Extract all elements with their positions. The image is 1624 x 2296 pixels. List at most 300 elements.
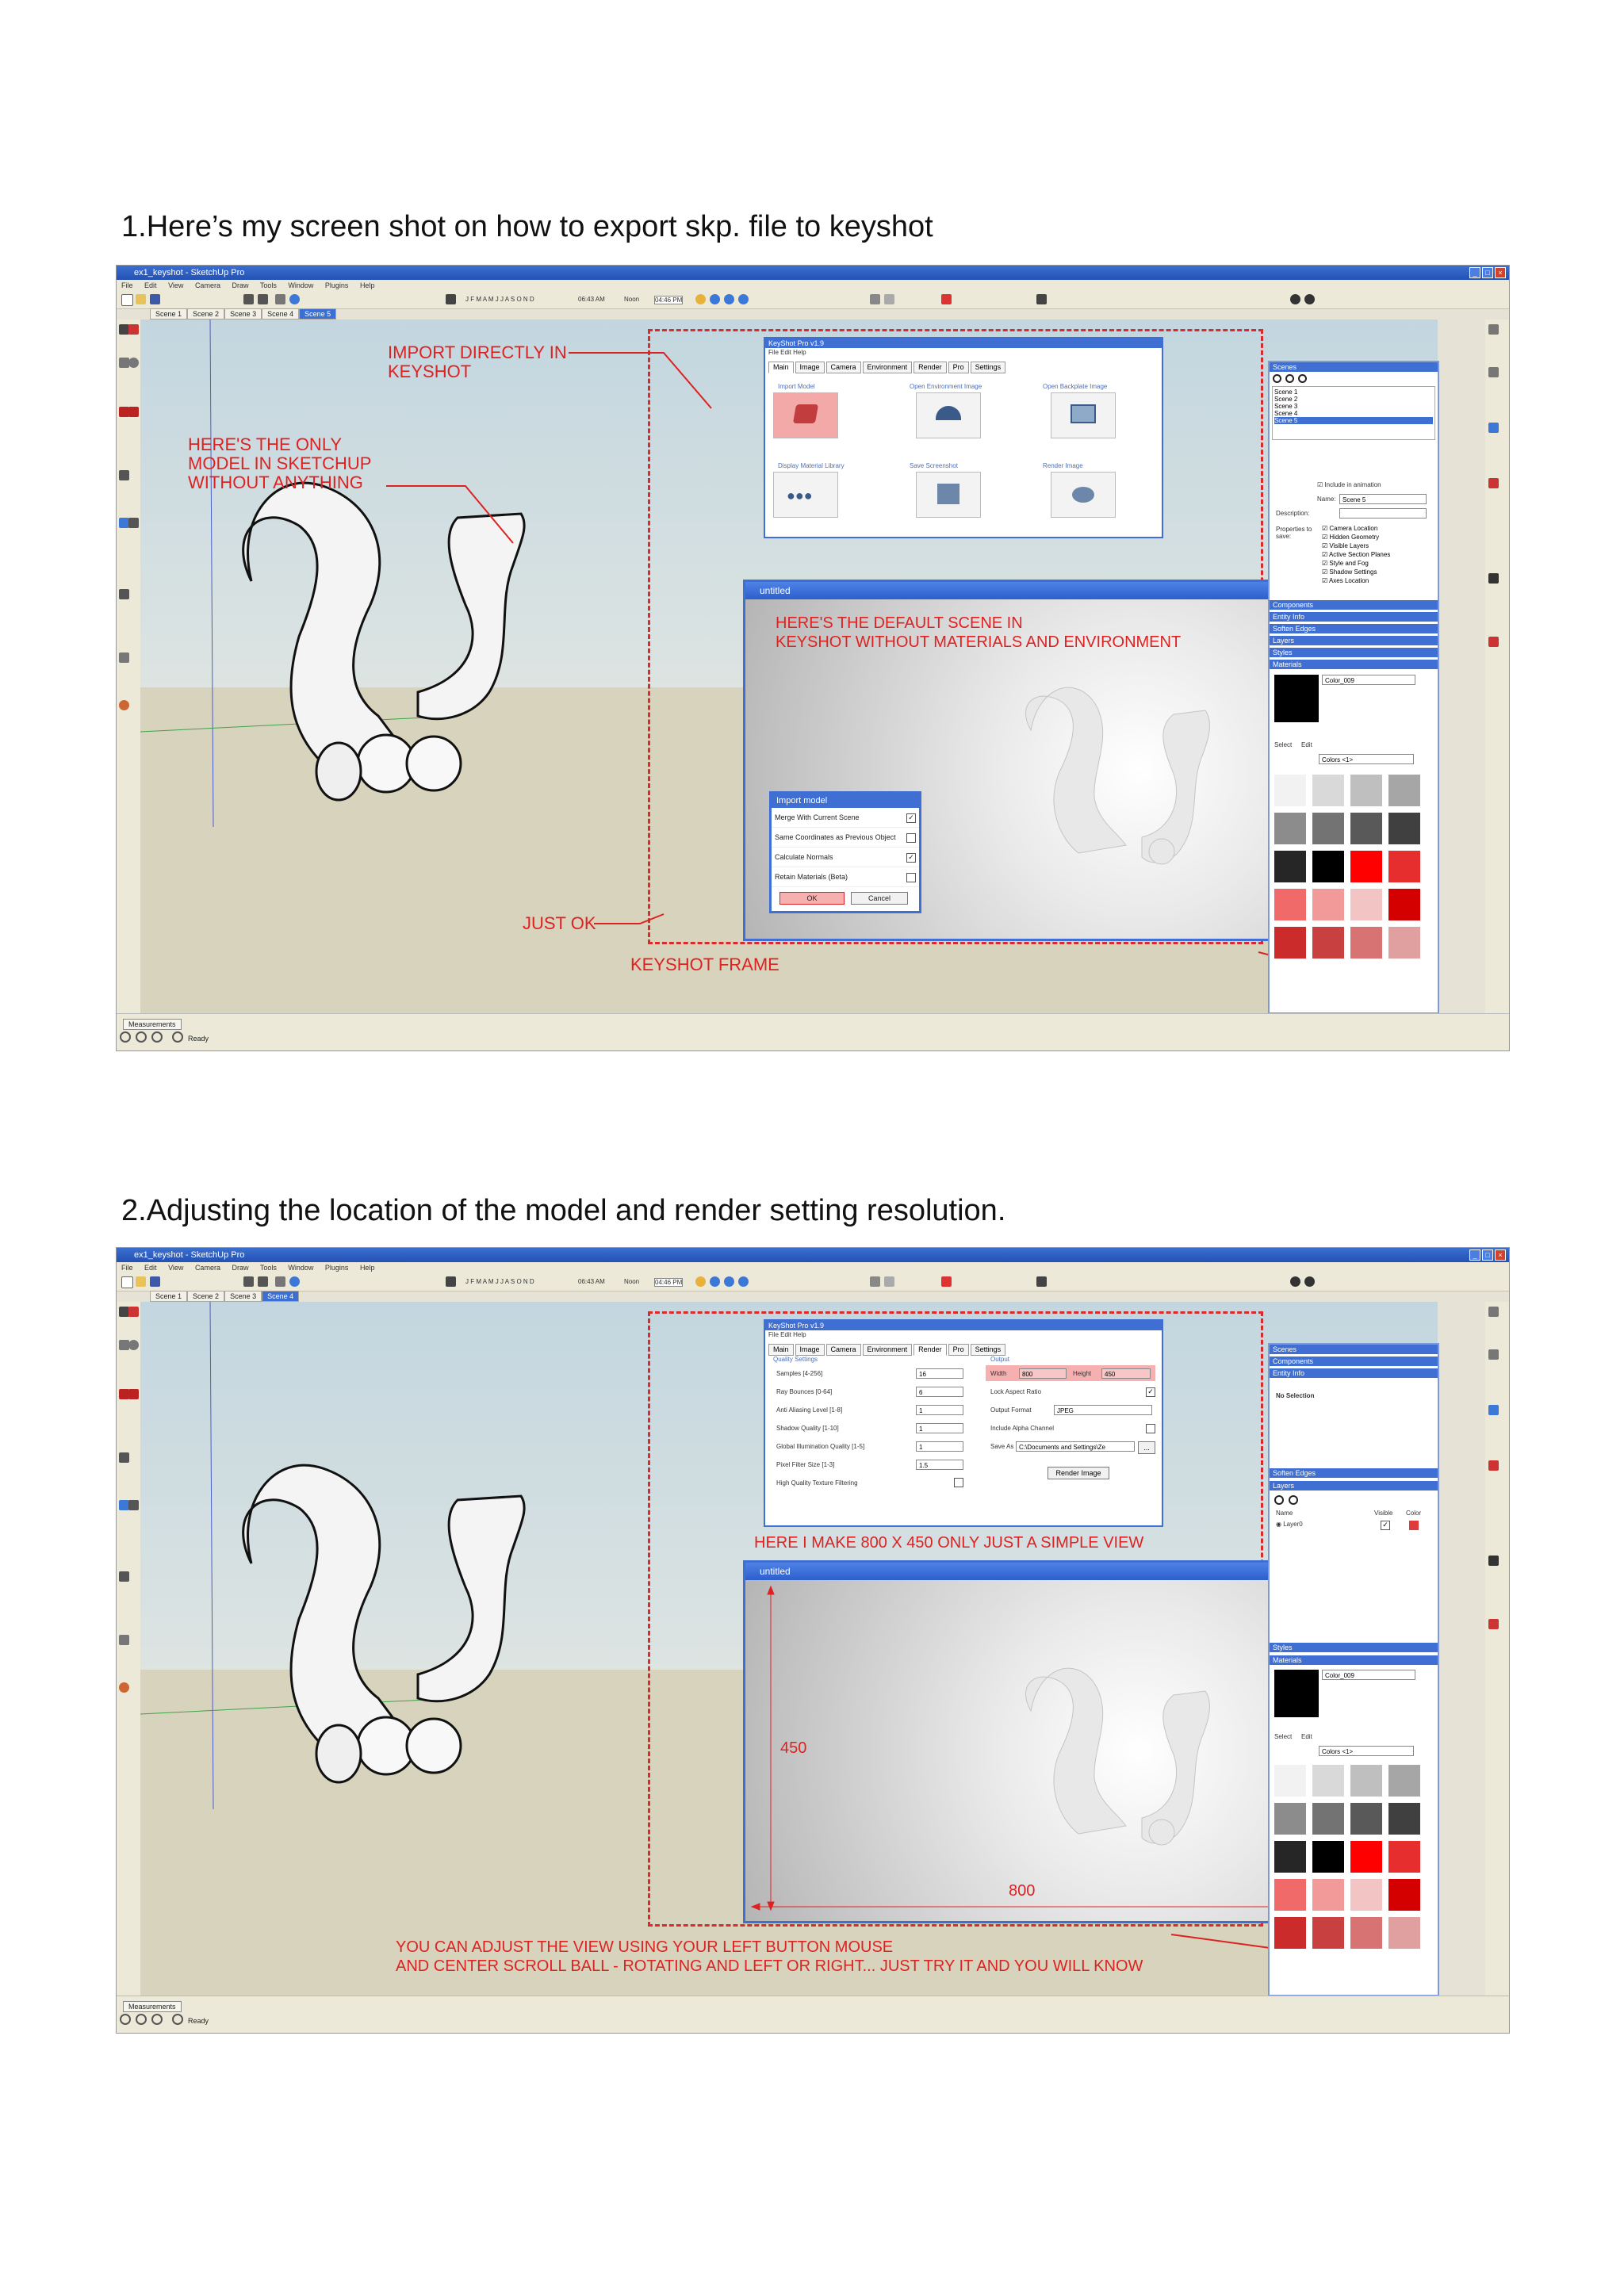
collapsed-panels [1270,600,1438,669]
new-icon[interactable] [121,294,133,306]
color-swatch[interactable] [1312,1803,1344,1835]
tile-label-material-library: Display Material Library [778,462,845,469]
view-right-icon[interactable] [738,1276,749,1287]
menu-help[interactable]: Help [359,1264,375,1272]
annotation-adjust-view: YOU CAN ADJUST THE VIEW USING YOUR LEFT BUTTON MOUSE AND CENTER SCROLL BALL - ROTATING AND LEFT OR RIGHT... JUST TRY IT AND YOU WILL KNOW [396,1938,1143,1975]
wireframe-icon[interactable] [884,294,894,304]
same-coordinates-checkbox[interactable] [906,833,916,843]
ks-tab-environment[interactable]: Environment [863,362,913,373]
text-icon[interactable] [1488,637,1499,647]
shadow-icon[interactable] [446,294,456,304]
menu-plugins[interactable]: Plugins [324,1264,349,1272]
property-checkbox[interactable]: ☑ Shadow Settings [1322,568,1377,576]
status-ready: Ready [188,1035,209,1043]
open-environment-button[interactable] [916,392,981,438]
option-normals-label: Calculate Normals [775,853,833,861]
color-swatch[interactable] [1312,889,1344,920]
shadow-time-right: 04:46 PM [655,1279,683,1286]
color-swatch[interactable] [1274,927,1306,959]
sandbox-icon[interactable] [119,1635,129,1645]
color-swatch[interactable] [1350,927,1382,959]
sandbox-tools-icon[interactable] [1488,324,1499,335]
menu-tools[interactable]: Tools [259,281,277,289]
color-swatch[interactable] [1388,889,1420,920]
measurements-box[interactable]: Measurements [123,2001,182,2012]
rendered-model [745,1580,1320,1921]
materials-select-tab[interactable]: Select [1274,1733,1293,1740]
color-swatch[interactable] [1350,851,1382,882]
shadow-icon[interactable] [446,1276,456,1287]
layers-panel-title[interactable]: Layers [1270,1481,1438,1490]
scene-list-item[interactable]: Scene 2 [1274,396,1298,403]
component-icon[interactable] [119,1682,129,1693]
keyshot-pro-tabs [765,359,1162,373]
color-swatch[interactable] [1388,1765,1420,1797]
open-icon[interactable] [136,1276,146,1287]
include-animation-checkbox[interactable]: ☑ Include in animation [1317,481,1381,488]
merge-scene-checkbox[interactable]: ✓ [906,813,916,823]
scene-name-label: Name: [1317,496,1336,503]
view-iso-icon[interactable] [695,294,706,304]
3d-viewport[interactable] [140,320,1438,1014]
tab-scene-3[interactable]: Scene 3 [224,308,262,320]
material-name-input[interactable]: Color_009 [1322,1670,1415,1680]
color-swatch[interactable] [1350,889,1382,920]
menu-edit[interactable]: Edit [144,281,157,289]
keyshot-pro-title: KeyShot Pro v1.9 [765,339,1162,348]
color-swatch[interactable] [1388,1803,1420,1835]
color-swatch[interactable] [1388,1879,1420,1911]
lock-aspect-checkbox[interactable]: ✓ [1146,1387,1155,1397]
styles-panel-title[interactable]: Styles [1270,648,1438,657]
view-top-icon[interactable] [710,294,720,304]
color-swatch[interactable] [1312,851,1344,882]
layer-col-color: Color [1406,1510,1422,1517]
import-cancel-button[interactable]: Cancel [851,892,908,905]
menu-help[interactable]: Help [359,281,375,289]
scene-list-item[interactable]: Scene 4 [1274,410,1298,417]
view-iso-icon[interactable] [695,1276,706,1287]
color-swatch[interactable] [1312,775,1344,806]
menu-bar [117,280,1509,291]
scene-description-label: Description: [1276,510,1310,517]
xray-icon[interactable] [870,1276,880,1287]
browse-button[interactable]: ... [1138,1441,1155,1454]
menu-tools[interactable]: Tools [259,1264,277,1272]
open-backplate-button[interactable] [1051,392,1116,438]
option-retain-label: Retain Materials (Beta) [775,873,848,881]
scene-tools-icon[interactable] [1488,1405,1499,1415]
zoom-icon[interactable] [128,1500,139,1510]
styles-panel-title[interactable]: Styles [1270,1643,1438,1652]
keyshot-render-icon[interactable] [1290,294,1300,304]
ks-tab-camera[interactable]: Camera [826,1344,861,1356]
keyshot-pro-tabs [765,1341,1162,1356]
wireframe-icon[interactable] [884,1276,894,1287]
ks-tab-main[interactable]: Main [768,362,794,373]
property-checkbox[interactable]: ☑ Camera Location [1322,525,1378,532]
geo-location-icon[interactable] [120,1031,131,1043]
menu-camera[interactable]: Camera [194,1264,220,1272]
left-toolbar [117,1302,140,1996]
scene-tabs [150,308,336,320]
color-swatch[interactable] [1274,851,1306,882]
section-plane-icon[interactable] [941,294,952,304]
user-icon[interactable] [151,2014,163,2025]
credits-icon[interactable] [136,1031,147,1043]
import-model-button[interactable] [773,392,838,438]
help-icon[interactable] [172,2014,183,2025]
color-swatch[interactable] [1274,813,1306,844]
material-collection-dropdown[interactable]: Colors <1> [1319,1746,1414,1756]
color-swatch[interactable] [1350,1841,1382,1873]
print-icon[interactable] [275,1276,285,1287]
option-same-coordinates [772,828,919,848]
property-checkbox[interactable]: ☑ Hidden Geometry [1322,534,1380,541]
scene-tools-icon[interactable] [1488,423,1499,433]
right-toolbar [1485,1302,1509,1996]
material-palette-1 [1274,775,1425,1009]
color-swatch[interactable] [1312,813,1344,844]
rotate-icon[interactable] [128,1389,139,1399]
ks-tab-main[interactable]: Main [768,1344,794,1356]
menu-window[interactable]: Window [288,1264,314,1272]
ks-tab-settings[interactable]: Settings [971,362,1006,373]
credits-icon[interactable] [136,2014,147,2025]
menu-plugins[interactable]: Plugins [324,281,349,289]
menu-draw[interactable]: Draw [232,281,249,289]
tab-scene-2[interactable]: Scene 2 [187,308,224,320]
ks-tab-pro[interactable]: Pro [948,1344,969,1356]
materials-panel-title[interactable]: Materials [1270,660,1438,669]
render-viewport[interactable] [745,1580,1324,1921]
tube-model [243,483,524,800]
view-top-icon[interactable] [710,1276,720,1287]
ray-bounces-input[interactable]: 6 [916,1387,963,1397]
material-name-input[interactable]: Color_009 [1322,675,1415,685]
materials-edit-tab[interactable]: Edit [1301,741,1312,748]
scene-list-item-selected[interactable]: Scene 5 [1274,417,1433,424]
scene-list-item[interactable]: Scene 3 [1274,403,1298,410]
color-swatch[interactable] [1388,851,1420,882]
view-front-icon[interactable] [724,1276,734,1287]
render-image-button[interactable] [1051,472,1116,518]
option-merge-label: Merge With Current Scene [775,813,860,821]
color-swatch[interactable] [1350,1879,1382,1911]
tile-label-open-backplate: Open Backplate Image [1043,383,1108,390]
ks-tab-environment[interactable]: Environment [863,1344,913,1356]
close-button[interactable]: × [1495,1249,1506,1261]
output-format-dropdown[interactable]: JPEG [1054,1405,1152,1415]
shadow-time-noon: Noon [624,1278,640,1285]
ks-tab-camera[interactable]: Camera [826,362,861,373]
add-scene-icon[interactable] [1273,374,1281,383]
color-swatch[interactable] [1350,775,1382,806]
tab-scene-4[interactable]: Scene 4 [262,308,299,320]
keyshot-render-icon[interactable] [1290,1276,1300,1287]
components-panel-title[interactable]: Components [1270,1357,1438,1366]
save-as-input[interactable]: C:\Documents and Settings\Ze [1016,1441,1135,1452]
output-format-label: Output Format [990,1406,1032,1414]
ks-tab-pro[interactable]: Pro [948,362,969,373]
color-swatch[interactable] [1312,1765,1344,1797]
tab-scene-1[interactable]: Scene 1 [150,1291,187,1302]
maximize-button[interactable]: □ [1482,267,1493,278]
paint-icon[interactable] [128,1307,139,1317]
rotate-icon[interactable] [128,407,139,417]
annotation-make-800: HERE I MAKE 800 X 450 ONLY JUST A SIMPLE VIEW [754,1534,1144,1552]
render-image-button[interactable]: Render Image [1048,1467,1109,1479]
remove-scene-icon[interactable] [1285,374,1294,383]
soften-edges-panel-title[interactable]: Soften Edges [1270,624,1438,633]
arc-icon[interactable] [1488,1349,1499,1360]
retain-materials-checkbox[interactable] [906,873,916,882]
scenes-panel-title[interactable]: Scenes [1270,362,1438,372]
sandbox-tools-icon[interactable] [1488,1307,1499,1317]
material-library-button[interactable] [773,472,838,518]
layer-col-name: Name [1276,1510,1293,1517]
window-titlebar [117,266,1509,280]
option-same-coordinates-label: Same Coordinates as Previous Object [775,833,896,841]
samples-label: Samples [4-256] [776,1370,823,1377]
tube-model [243,1465,524,1782]
keyshot-pro-menu[interactable]: File Edit Help [768,1331,806,1338]
component-icon[interactable] [119,700,129,710]
ks-tab-image[interactable]: Image [795,1344,825,1356]
solid-tools-icon[interactable] [1488,1460,1499,1471]
color-swatch[interactable] [1350,1765,1382,1797]
height-label: Height [1073,1370,1092,1377]
height-input[interactable]: 450 [1101,1368,1151,1379]
zoom-icon[interactable] [128,518,139,528]
import-ok-button[interactable]: OK [779,892,845,905]
layers-icon[interactable] [1036,294,1047,304]
components-panel-title[interactable]: Components [1270,600,1438,610]
dimension-arrows [752,1586,1312,1910]
color-swatch[interactable] [1312,1917,1344,1949]
close-button[interactable]: × [1495,267,1506,278]
entity-info-panel-title[interactable]: Entity Info [1270,1368,1438,1378]
undo-icon[interactable] [243,294,254,304]
status-ready: Ready [188,2017,209,2025]
tile-label-import-model: Import Model [778,383,815,390]
solid-tools-icon[interactable] [1488,478,1499,488]
user-icon[interactable] [151,1031,163,1043]
view-front-icon[interactable] [724,294,734,304]
menu-camera[interactable]: Camera [194,281,220,289]
ks-tab-render[interactable]: Render [914,1344,947,1356]
scenes-panel-title[interactable]: Scenes [1270,1345,1438,1354]
right-toolbar [1485,320,1509,1014]
section-plane-icon[interactable] [941,1276,952,1287]
help-icon[interactable] [172,1031,183,1043]
open-icon[interactable] [136,294,146,304]
lock-aspect-label: Lock Aspect Ratio [990,1388,1042,1395]
annotation-import-directly: IMPORT DIRECTLY IN KEYSHOT [388,342,567,381]
measurements-box[interactable]: Measurements [123,1019,182,1030]
layers-panel-title[interactable]: Layers [1270,636,1438,645]
color-swatch[interactable] [1274,775,1306,806]
pixel-filter-label: Pixel Filter Size [1-3] [776,1461,835,1468]
ks-tab-render[interactable]: Render [914,362,947,373]
menu-bar [117,1262,1509,1273]
save-icon[interactable] [150,1276,160,1287]
color-swatch[interactable] [1350,1917,1382,1949]
menu-view[interactable]: View [168,1264,184,1272]
model-info-icon[interactable] [289,1276,300,1287]
tile-label-save-screenshot: Save Screenshot [910,462,958,469]
3d-viewport[interactable] [140,1302,1438,1996]
undo-icon[interactable] [243,1276,254,1287]
teapot-icon [1072,487,1094,503]
keyshot-update-icon[interactable] [1304,294,1315,304]
walk-icon[interactable] [119,589,129,599]
property-label: Hidden Geometry [1329,534,1380,541]
shadow-quality-input[interactable]: 1 [916,1423,963,1433]
menu-view[interactable]: View [168,281,184,289]
include-alpha-label: Include Alpha Channel [990,1425,1055,1432]
color-swatch[interactable] [1312,1841,1344,1873]
import-model-icon [793,404,818,423]
new-icon[interactable] [121,1276,133,1288]
gi-quality-input[interactable]: 1 [916,1441,963,1452]
circle-icon[interactable] [128,358,139,368]
color-swatch[interactable] [1274,889,1306,920]
property-checkbox[interactable]: ☑ Style and Fog [1322,560,1369,567]
keyshot-render-window [743,580,1327,941]
samples-input[interactable]: 16 [916,1368,963,1379]
walk-icon[interactable] [119,1571,129,1582]
width-input[interactable]: 800 [1019,1368,1067,1379]
layer-color-swatch[interactable] [1409,1521,1419,1530]
materials-panel-title[interactable]: Materials [1270,1655,1438,1665]
menu-window[interactable]: Window [288,281,314,289]
sandbox-icon[interactable] [119,652,129,663]
scene-name-input[interactable]: Scene 5 [1339,494,1427,504]
property-checkbox[interactable]: ☑ Visible Layers [1322,542,1369,549]
properties-list [1322,524,1390,585]
color-swatch[interactable] [1350,1803,1382,1835]
minimize-button[interactable]: _ [1469,267,1480,278]
keyshot-pro-menu[interactable]: File Edit Help [768,349,806,356]
tab-scene-3[interactable]: Scene 3 [224,1291,262,1302]
xray-icon[interactable] [870,294,880,304]
color-swatch[interactable] [1274,1879,1306,1911]
calculate-normals-checkbox[interactable]: ✓ [906,853,916,863]
scenes-list [1272,386,1435,440]
menu-draw[interactable]: Draw [232,1264,249,1272]
color-swatch[interactable] [1388,927,1420,959]
view-right-icon[interactable] [738,294,749,304]
color-swatch[interactable] [1274,1803,1306,1835]
ks-tab-image[interactable]: Image [795,362,825,373]
color-swatch[interactable] [1388,1917,1420,1949]
measure-icon[interactable] [1488,573,1499,584]
geo-location-icon[interactable] [120,2014,131,2025]
color-swatch[interactable] [1312,927,1344,959]
soften-edges-panel-title[interactable]: Soften Edges [1270,1468,1438,1478]
property-checkbox[interactable]: ☑ Axes Location [1322,577,1369,584]
tab-scene-5[interactable]: Scene 5 [299,308,336,320]
tab-scene-2[interactable]: Scene 2 [187,1291,224,1302]
scene-list-item[interactable]: Scene 1 [1274,388,1298,396]
main-toolbar [117,1273,1509,1292]
anti-aliasing-input[interactable]: 1 [916,1405,963,1415]
property-checkbox[interactable]: ☑ Active Section Planes [1322,551,1391,558]
material-collection-dropdown[interactable]: Colors <1> [1319,754,1414,764]
maximize-button[interactable]: □ [1482,1249,1493,1261]
layer-row-name[interactable]: ◉ Layer0 [1276,1521,1303,1528]
minimize-button[interactable]: _ [1469,1249,1480,1261]
status-bar [117,1996,1509,2033]
paint-icon[interactable] [128,324,139,335]
add-layer-icon[interactable] [1274,1495,1284,1505]
color-swatch[interactable] [1388,775,1420,806]
hq-texture-checkbox[interactable] [954,1478,963,1487]
measure-icon[interactable] [1488,1556,1499,1566]
render-viewport[interactable] [745,599,1324,939]
color-swatch[interactable] [1312,1879,1344,1911]
arc-icon[interactable] [1488,367,1499,377]
text-icon[interactable] [1488,1619,1499,1629]
tape-icon[interactable] [119,1452,129,1463]
layers-icon[interactable] [1036,1276,1047,1287]
shadow-time-left: 06:43 AM [578,296,605,303]
save-icon[interactable] [150,294,160,304]
color-swatch[interactable] [1274,1917,1306,1949]
menu-file[interactable]: File [121,1264,133,1272]
shadow-quality-label: Shadow Quality [1-10] [776,1425,839,1432]
redo-icon[interactable] [258,294,268,304]
update-scene-icon[interactable] [1298,374,1307,383]
save-screenshot-button[interactable] [916,472,981,518]
hq-texture-label: High Quality Texture Filtering [776,1479,858,1487]
color-swatch[interactable] [1274,1765,1306,1797]
menu-edit[interactable]: Edit [144,1264,157,1272]
remove-layer-icon[interactable] [1289,1495,1298,1505]
include-alpha-checkbox[interactable] [1146,1424,1155,1433]
sketchup-screenshot-1 [116,265,1510,1051]
model-info-icon[interactable] [289,294,300,304]
color-swatch[interactable] [1388,1841,1420,1873]
screenshot-icon [937,484,959,504]
tab-scene-1[interactable]: Scene 1 [150,308,187,320]
color-swatch[interactable] [1388,813,1420,844]
color-swatch[interactable] [1274,1841,1306,1873]
tab-scene-4[interactable]: Scene 4 [262,1291,299,1302]
menu-file[interactable]: File [121,281,133,289]
color-swatch[interactable] [1350,813,1382,844]
property-label: Active Section Planes [1328,551,1391,558]
layer-visible-checkbox[interactable]: ✓ [1381,1521,1390,1530]
pixel-filter-input[interactable]: 1.5 [916,1460,963,1470]
annotation-just-ok: JUST OK [523,913,596,933]
entity-info-panel-title[interactable]: Entity Info [1270,612,1438,622]
materials-edit-tab[interactable]: Edit [1301,1733,1312,1740]
keyshot-update-icon[interactable] [1304,1276,1315,1287]
redo-icon[interactable] [258,1276,268,1287]
scene-description-input[interactable] [1339,508,1427,519]
option-calculate-normals [772,848,919,867]
current-material-swatch [1274,1670,1319,1717]
circle-icon[interactable] [128,1340,139,1350]
shadow-months: J F M A M J J A S O N D [465,1278,534,1285]
tape-icon[interactable] [119,470,129,480]
print-icon[interactable] [275,294,285,304]
ray-bounces-label: Ray Bounces [0-64] [776,1388,833,1395]
materials-select-tab[interactable]: Select [1274,741,1293,748]
ks-tab-settings[interactable]: Settings [971,1344,1006,1356]
